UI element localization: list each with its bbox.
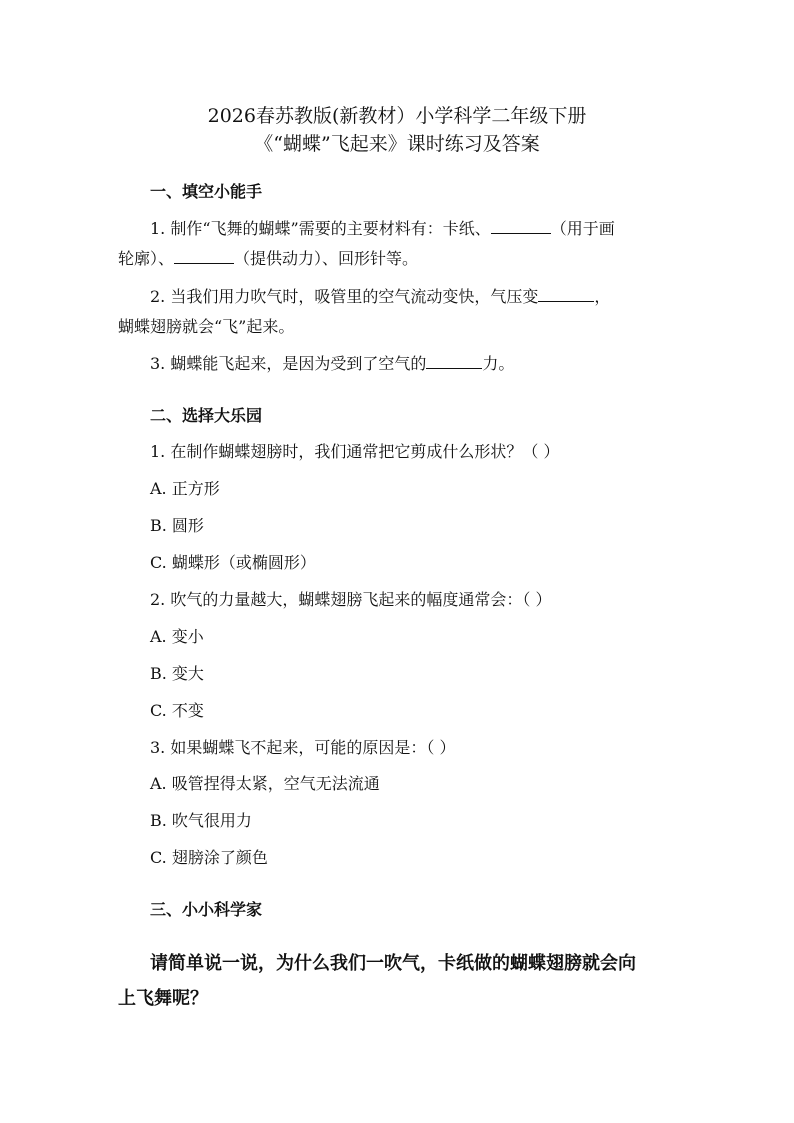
q1-text-b: （用于画 [550,219,615,238]
fill-question-1-line2 [118,248,418,270]
choice-question-3-option-b[interactable]: B. 吹气很用力 [150,811,252,830]
choice-question-3-option-c[interactable]: C. 翅膀涂了颜色 [150,848,268,867]
choice-question-3-option-a[interactable]: A. 吸管捏得太紧，空气无法流通 [150,774,380,793]
q3-blank[interactable] [426,353,482,369]
open-question-line1: 请简单说一说，为什么我们一吹气，卡纸做的蝴蝶翅膀就会向 [150,953,636,974]
q1-text-a: 1. 制作“飞舞的蝴蝶”需要的主要材料有：卡纸、 [150,219,491,238]
section3-heading: 三、小小科学家 [150,900,263,919]
q2-text-b: ， [594,287,611,306]
fill-question-2-line2: 蝴蝶翅膀就会“飞”起来。 [118,317,295,336]
document-title-line2: 《“蝴蝶”飞起来》课时练习及答案 [254,133,540,155]
q1-blank-2[interactable] [174,248,234,264]
section2-heading: 二、选择大乐园 [150,406,263,425]
fill-question-1-line1 [150,218,615,240]
choice-question-2-option-c[interactable]: C. 不变 [150,701,204,720]
q3-text-a: 3. 蝴蝶能飞起来，是因为受到了空气的 [150,354,427,373]
choice-question-1-stem: 1. 在制作蝴蝶翅膀时，我们通常把它剪成什么形状？（ ） [150,442,560,461]
q1-text-d: （提供动力）、回形针等。 [234,249,419,268]
choice-question-1-option-c[interactable]: C. 蝴蝶形（或椭圆形） [150,553,316,572]
choice-question-2-option-a[interactable]: A. 变小 [150,627,204,646]
fill-question-3 [150,353,514,375]
section1-heading: 一、填空小能手 [150,182,263,201]
q1-blank-1[interactable] [491,218,551,234]
q3-text-b: 力。 [482,354,515,373]
choice-question-2-stem: 2. 吹气的力量越大，蝴蝶翅膀飞起来的幅度通常会：（ ） [150,590,552,609]
choice-question-3-stem: 3. 如果蝴蝶飞不起来，可能的原因是：（ ） [150,738,456,757]
fill-question-2-line1 [150,286,610,308]
open-question-line2: 上飞舞呢？ [118,988,208,1009]
choice-question-2-option-b[interactable]: B. 变大 [150,664,204,683]
choice-question-1-option-b[interactable]: B. 圆形 [150,516,204,535]
document-title-line1: 2026春苏教版(新教材）小学科学二年级下册 [207,105,587,127]
q2-blank[interactable] [538,286,594,302]
q1-text-c: 轮廓）、 [118,249,175,268]
choice-question-1-option-a[interactable]: A. 正方形 [150,479,220,498]
q2-text-a: 2. 当我们用力吹气时，吸管里的空气流动变快，气压变 [150,287,539,306]
